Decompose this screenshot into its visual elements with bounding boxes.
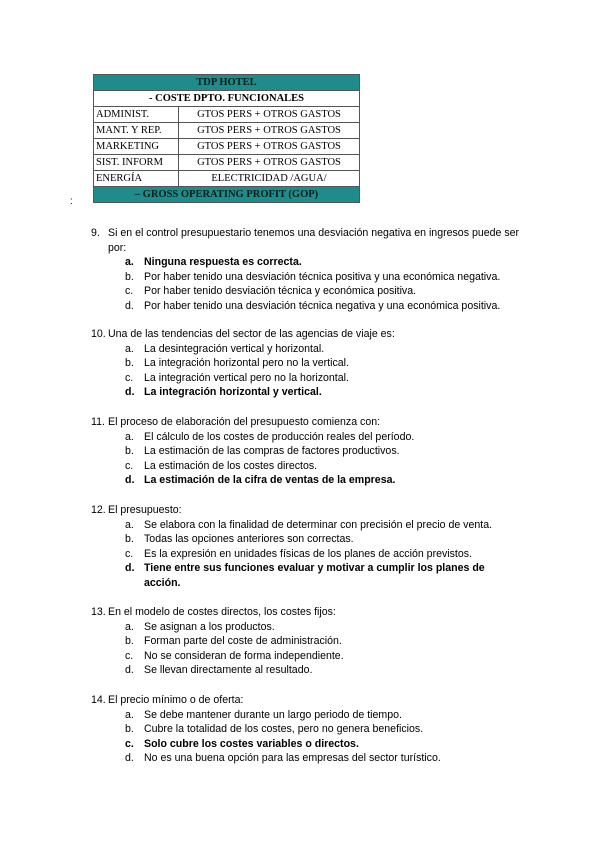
- option-b: b. Forman parte del coste de administración.: [125, 635, 342, 648]
- question-number: 13.: [91, 606, 106, 618]
- question-text: El precio mínimo o de oferta:: [108, 694, 244, 706]
- dept-cell: MARKETING: [94, 139, 179, 155]
- option-d: d. Se llevan directamente al resultado.: [125, 664, 313, 677]
- table-subtitle: - COSTE DPTO. FUNCIONALES: [94, 91, 360, 107]
- question-number: 10.: [91, 328, 106, 340]
- question-number: 12.: [91, 504, 106, 516]
- option-c: c. Solo cubre los costes variables o directos.: [125, 737, 359, 750]
- table-footer: – GROSS OPERATING PROFIT (GOP): [94, 187, 360, 203]
- option-b: b. Por haber tenido una desviación técnica positiva y una económica negativa.: [125, 270, 501, 283]
- table-row: [94, 155, 360, 171]
- option-c: c. No se consideran de forma independiente.: [125, 649, 344, 662]
- option-b: b. La integración horizontal pero no la vertical.: [125, 357, 349, 370]
- option-d: d. Tiene entre sus funciones evaluar y motivar a cumplir los planes de acción.: [125, 562, 485, 589]
- table-row: [94, 107, 360, 123]
- option-c: c. Es la expresión en unidades físicas de los planes de acción previstos.: [125, 547, 473, 560]
- question-14: [91, 693, 531, 766]
- option-d: d. Por haber tenido una desviación técnica negativa y una económica positiva.: [125, 299, 501, 312]
- option-a: a. Ninguna respuesta es correcta.: [125, 256, 302, 269]
- question-9: [91, 226, 531, 314]
- dept-cell: ADMINIST.: [94, 107, 179, 123]
- option-a: a. Se debe mantener durante un largo periodo de tiempo.: [125, 708, 402, 721]
- dept-cell: ENERGÍA: [94, 171, 179, 187]
- option-a: a. Se asignan a los productos.: [125, 620, 275, 633]
- option-b: b. Cubre la totalidad de los costes, pero no genera beneficios.: [125, 723, 424, 736]
- question-number: 11.: [91, 416, 105, 428]
- option-b: b. Todas las opciones anteriores son correctas.: [125, 533, 354, 546]
- question-text: En el modelo de costes directos, los costes fijos:: [108, 606, 336, 618]
- option-c: c. Por haber tenido desviación técnica y económica positiva.: [125, 285, 417, 298]
- table-row: [94, 123, 360, 139]
- option-c: c. La estimación de los costes directos.: [125, 459, 318, 472]
- option-b: b. La estimación de las compras de factores productivos.: [125, 445, 400, 458]
- tdp-hotel-table: [93, 74, 360, 203]
- stray-mark: :: [70, 196, 73, 207]
- option-c: c. La integración vertical pero no la horizontal.: [125, 371, 349, 384]
- table-title: TDP HOTEL: [94, 75, 360, 91]
- question-11: [91, 415, 531, 488]
- question-12: [91, 503, 531, 591]
- cost-cell: ELECTRICIDAD /AGUA/: [179, 171, 360, 187]
- table-row: [94, 171, 360, 187]
- question-number: 14.: [91, 694, 106, 706]
- option-d: d. La integración horizontal y vertical.: [125, 386, 322, 399]
- cost-cell: GTOS PERS + OTROS GASTOS: [179, 155, 360, 171]
- question-number: 9.: [91, 227, 100, 239]
- question-10: [91, 327, 531, 400]
- question-text: El presupuesto:: [108, 504, 182, 516]
- cost-cell: GTOS PERS + OTROS GASTOS: [179, 107, 360, 123]
- cost-cell: GTOS PERS + OTROS GASTOS: [179, 139, 360, 155]
- dept-cell: SIST. INFORM: [94, 155, 179, 171]
- option-a: a. Se elabora con la finalidad de determinar con precisión el precio de venta.: [125, 518, 493, 531]
- option-d: d. La estimación de la cifra de ventas de la empresa.: [125, 474, 396, 487]
- question-13: [91, 605, 531, 678]
- question-text: Una de las tendencias del sector de las agencias de viaje es:: [108, 328, 395, 340]
- option-a: a. La desintegración vertical y horizontal.: [125, 342, 325, 355]
- dept-cell: MANT. Y REP.: [94, 123, 179, 139]
- question-text: El proceso de elaboración del presupuesto comienza con:: [108, 416, 381, 428]
- table-row: [94, 139, 360, 155]
- question-text: Si en el control presupuestario tenemos una desviación negativa en ingresos puede ser por:: [108, 227, 520, 254]
- option-a: a. El cálculo de los costes de producción reales del período.: [125, 430, 415, 443]
- option-d: d. No es una buena opción para las empresas del sector turístico.: [125, 752, 441, 765]
- cost-cell: GTOS PERS + OTROS GASTOS: [179, 123, 360, 139]
